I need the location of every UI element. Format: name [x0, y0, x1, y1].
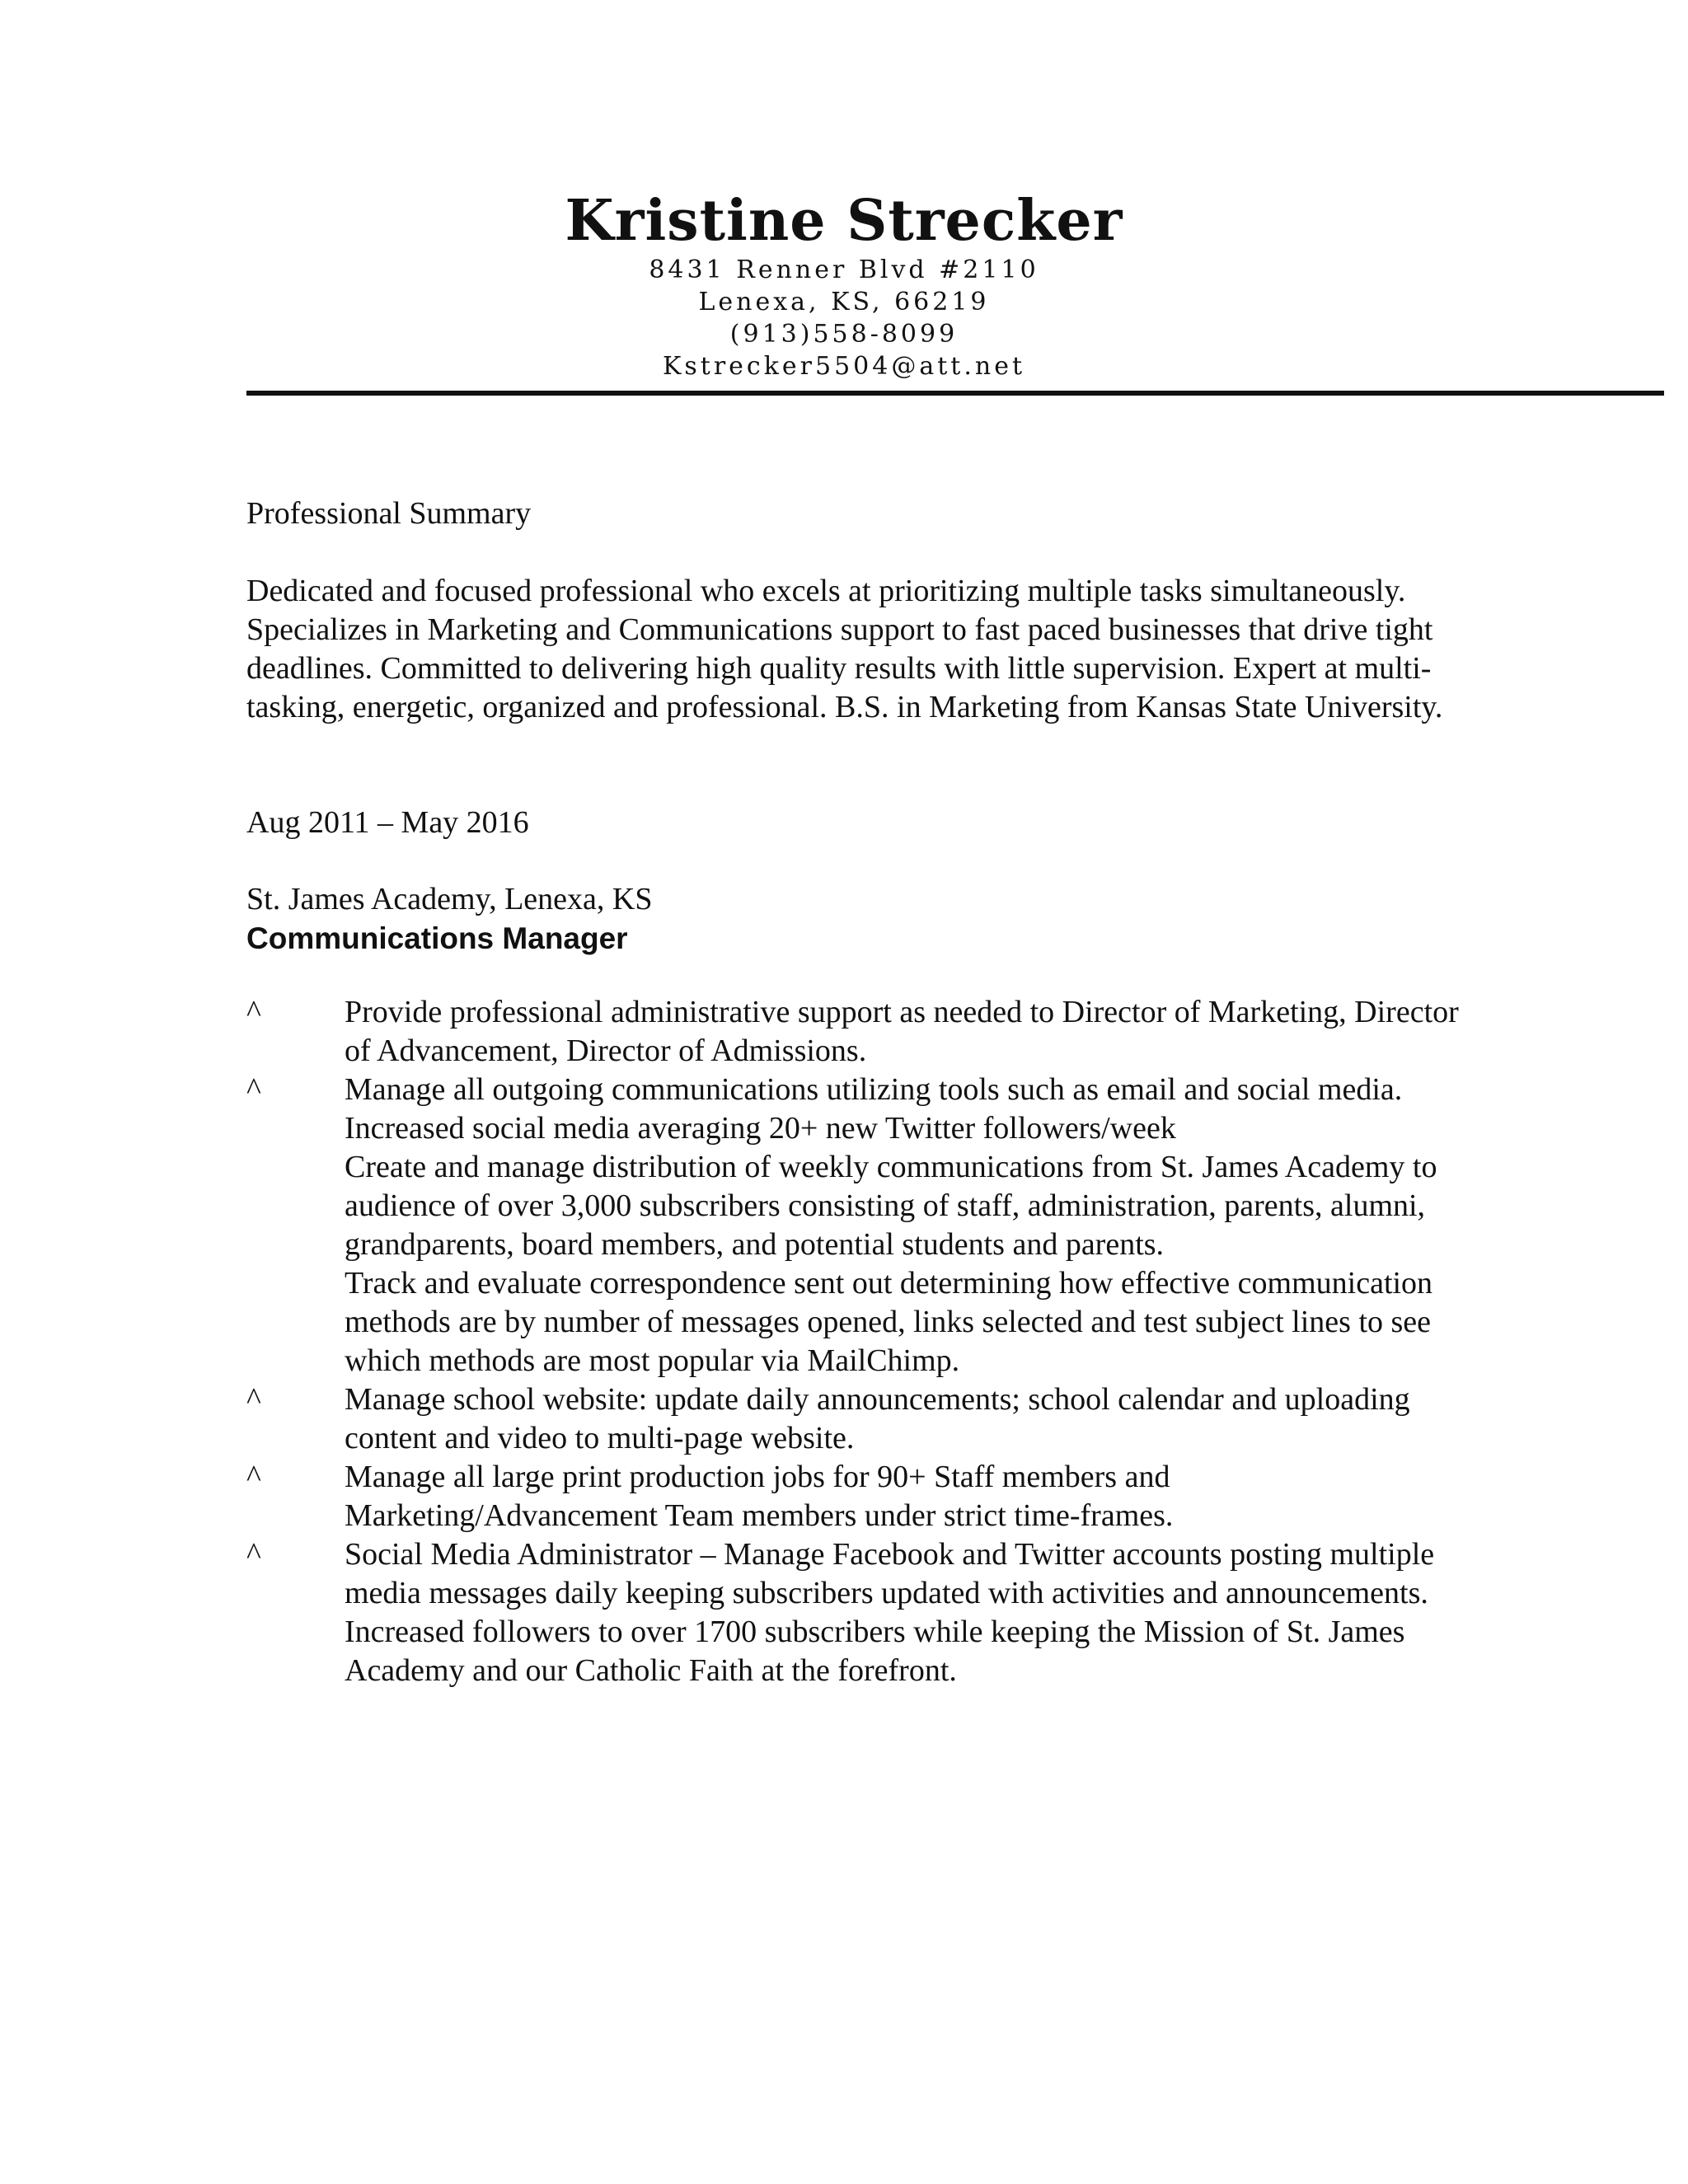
list-item [246, 1535, 1483, 1690]
list-item [246, 1380, 1483, 1458]
list-item-text: Manage school website: update daily announcements; school calendar and uploading content and video to multi-page website. [345, 1382, 1410, 1455]
list-item-text: Manage all outgoing communications utilizing tools such as email and social media. Increased social media averaging 20+ new Twitter followers/week [345, 1072, 1403, 1146]
employment-dates: Aug 2011 – May 2016 [246, 805, 529, 840]
resume-header [0, 188, 1688, 382]
responsibility-list [246, 993, 1483, 1690]
list-item [246, 1458, 1483, 1535]
list-item-text: Social Media Administrator – Manage Facebook and Twitter accounts posting multiple media messages daily keeping subscribers updated with activities and announcements. Increased followers to over 1700 subscribers while keeping the Mission of St. James Academy and our Catholic Faith at the forefront. [345, 1537, 1435, 1688]
address-line-2: Lenexa, KS, 66219 [698, 288, 990, 316]
bullet-marker: ^ [246, 995, 261, 1029]
list-item-text: Track and evaluate correspondence sent out determining how effective communication methods are by number of messages opened, links selected and test subject lines to see which methods are most popular via MailChimp. [345, 1266, 1433, 1378]
list-item [246, 993, 1483, 1071]
list-item [246, 1264, 1483, 1380]
header-divider [246, 391, 1664, 396]
address-line-1: 8431 Renner Blvd #2110 [649, 255, 1039, 284]
list-item-text: Manage all large print production jobs for 90+ Staff members and Marketing/Advancement Team members under strict time-frames. [345, 1460, 1174, 1533]
list-item [246, 1071, 1483, 1148]
email-address: Kstrecker5504@att.net [662, 352, 1026, 381]
summary-paragraph: Dedicated and focused professional who excels at prioritizing multiple tasks simultaneously. Specializes in Marketing and Communications support to fast paced businesses that drive tight deadlines. Committed to delivering high quality results with little supervision. Expert at multi-tasking, energetic, organized and professional. B.S. in Marketing from Kansas State University. [246, 574, 1443, 724]
list-item-text: Create and manage distribution of weekly communications from St. James Academy to audience of over 3,000 subscribers consisting of staff, administration, parents, alumni, grandparents, board members, and potential students and parents. [345, 1150, 1437, 1262]
list-item-text: Provide professional administrative support as needed to Director of Marketing, Director of Advancement, Director of Admissions. [345, 995, 1459, 1068]
bullet-marker: ^ [246, 1537, 261, 1572]
candidate-name: Kristine Strecker [565, 188, 1123, 254]
employer-name: St. James Academy, Lenexa, KS [246, 882, 653, 916]
list-item [246, 1148, 1483, 1264]
bullet-marker: ^ [246, 1460, 261, 1494]
summary-heading: Professional Summary [246, 496, 532, 531]
phone-number: (913)558-8099 [729, 320, 959, 349]
job-title: Communications Manager [246, 921, 628, 955]
bullet-marker: ^ [246, 1072, 261, 1107]
bullet-marker: ^ [246, 1382, 261, 1417]
